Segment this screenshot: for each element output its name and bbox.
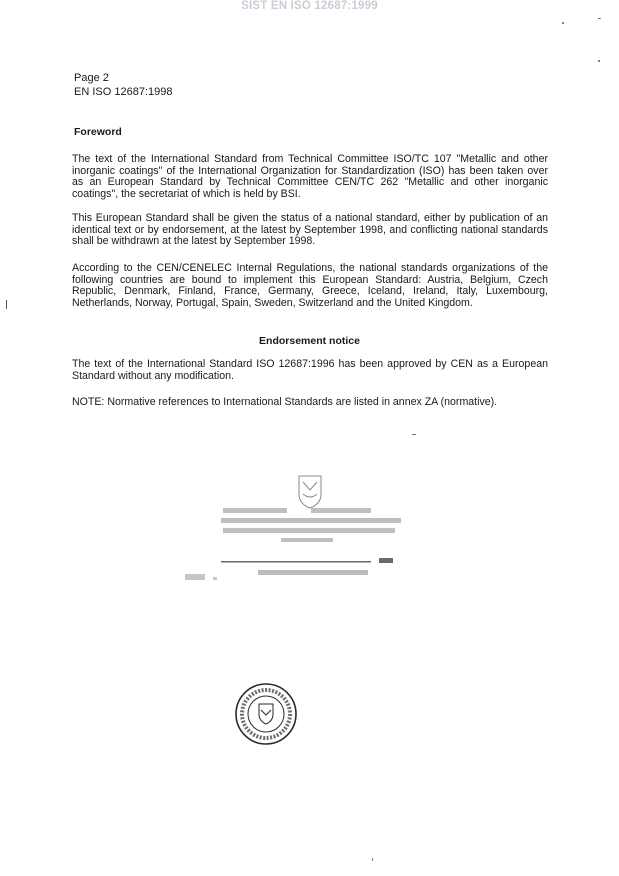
foreword-paragraph-2: This European Standard shall be given the status of a national standard, either by publication of an identical text or by endorsement, at the latest by September 1998, and conflicting national standards shall be withdrawn at the latest by September 1998.: [72, 212, 548, 248]
round-seal-image: [234, 682, 298, 746]
foreword-paragraph-3: According to the CEN/CENELEC Internal Regulations, the national standards organizations of the following countries are bound to implement this European Standard: Austria, Belgium, Czech Republic, Denmark, Finland, France, Germany, Greece, Iceland, Ireland, Italy, Luxembourg, Netherlands, Norway, Portugal, Spain, Sweden, Switzerland and the United Kingdom.: [72, 262, 548, 309]
scan-speck: [562, 22, 564, 24]
endorsement-note: NOTE: Normative references to International Standards are listed in annex ZA (normative).: [72, 396, 498, 408]
endorsement-heading: Endorsement notice: [259, 335, 360, 347]
standard-number: EN ISO 12687:1998: [74, 86, 173, 98]
endorsement-text: The text of the International Standard ISO 12687:1996 has been approved by CEN as a European Standard without any modification.: [72, 358, 548, 382]
scan-speck: [598, 18, 601, 19]
foreword-paragraph-1: The text of the International Standard from Technical Committee ISO/TC 107 "Metallic and other inorganic coatings" of the International Organization for Standardization (ISO) has been taken over as an European Standard by Technical Committee CEN/TC 262 "Metallic and other inorganic coatings", the secretariat of which is held by BSI.: [72, 153, 548, 200]
scan-speck: [598, 60, 600, 62]
foreword-heading: Foreword: [74, 126, 122, 138]
scan-speck: [372, 858, 373, 861]
page-number: Page 2: [74, 72, 109, 84]
institution-stamp-image: [183, 474, 423, 592]
seal-crest-icon: [259, 704, 273, 724]
watermark: SIST EN ISO 12687:1999: [241, 0, 378, 12]
scan-speck: [412, 434, 416, 435]
page-header: [74, 71, 172, 99]
coat-of-arms-icon: [299, 476, 321, 508]
scan-speck: [6, 300, 7, 309]
